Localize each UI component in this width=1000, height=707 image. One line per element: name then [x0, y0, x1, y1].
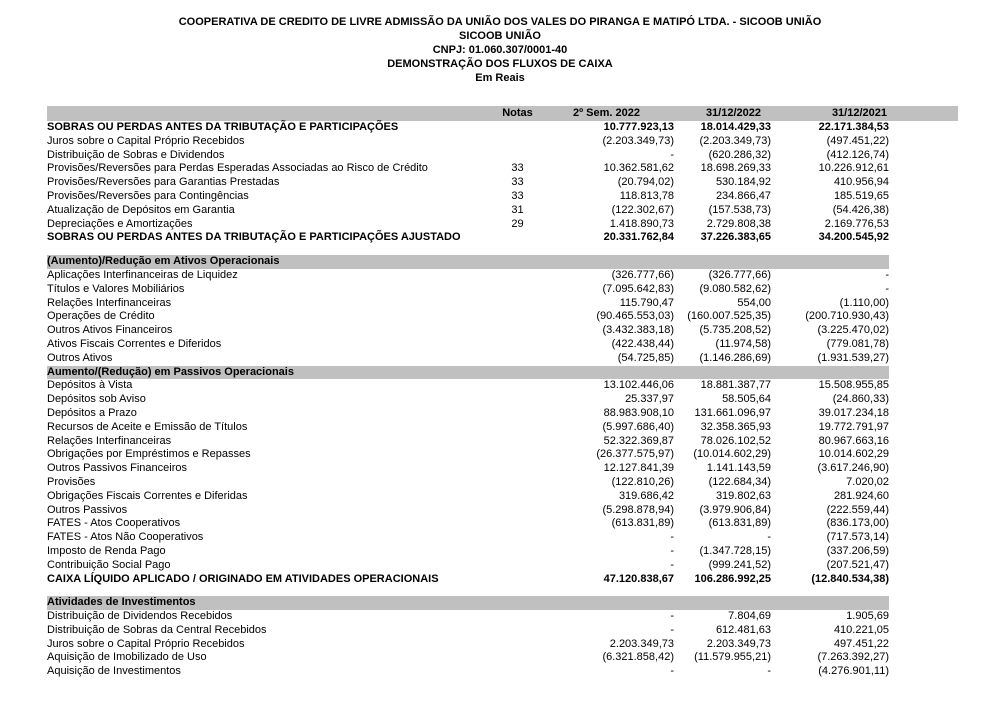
value-cell-31-12-2021: 39.017.234,18 [818, 406, 889, 419]
value-cell-sem2-2022: - [670, 558, 674, 571]
row-label: Aplicações Interfinanceiras de Liquidez [47, 268, 238, 281]
table-row [47, 162, 889, 176]
notes-cell [490, 135, 545, 149]
section-header-row [47, 366, 889, 380]
section-header-row [47, 255, 889, 269]
table-row [47, 135, 889, 149]
value-cell-31-12-2021: - [885, 282, 889, 295]
row-label: Atualização de Depósitos em Garantia [47, 203, 235, 216]
table-row [47, 407, 889, 421]
value-cell-31-12-2022: (1.347.728,15) [699, 544, 771, 557]
notes-cell [490, 352, 545, 366]
notes-cell [490, 149, 545, 163]
table-row [47, 393, 889, 407]
row-label: Obrigações Fiscais Correntes e Diferidas [47, 489, 248, 502]
table-row [47, 651, 889, 665]
value-cell-31-12-2021: (1.931.539,27) [817, 351, 889, 364]
table-row [47, 665, 889, 679]
table-row [47, 638, 889, 652]
value-cell-31-12-2022: 131.661.096,97 [694, 406, 771, 419]
row-label: Imposto de Renda Pago [47, 544, 166, 557]
value-cell-31-12-2021: 19.772.791,97 [818, 420, 889, 433]
value-cell-31-12-2021: (12.840.534,38) [811, 572, 889, 585]
row-label: Operações de Crédito [47, 310, 155, 323]
value-cell-31-12-2021: (200.710.930,43) [805, 310, 889, 323]
row-label: Juros sobre o Capital Próprio Recebidos [47, 637, 245, 650]
column-header-31-12-2021: 31/12/2021 [831, 107, 887, 119]
statement-title: DEMONSTRAÇÃO DOS FLUXOS DE CAIXA [387, 58, 613, 70]
value-cell-31-12-2022: (613.831,89) [708, 517, 771, 530]
row-label: CAIXA LÍQUIDO APLICADO / ORIGINADO EM ATIVIDADES OPERACIONAIS [47, 572, 439, 585]
value-cell-31-12-2021: 410.956,94 [833, 176, 889, 189]
notes-cell: 29 [511, 217, 524, 230]
value-cell-31-12-2021: (779.081,78) [826, 337, 889, 350]
cash-flow-table [47, 106, 958, 679]
value-cell-sem2-2022: 2.203.349,73 [609, 637, 674, 650]
value-cell-sem2-2022: (5.298.878,94) [602, 503, 674, 516]
row-label: Distribuição de Sobras e Dividendos [47, 148, 225, 161]
value-cell-31-12-2021: 7.020,02 [846, 475, 889, 488]
value-cell-31-12-2022: 234.866,47 [715, 189, 771, 202]
table-row [47, 269, 889, 283]
value-cell-31-12-2022: (620.286,32) [708, 148, 771, 161]
notes-cell [490, 324, 545, 338]
value-cell-sem2-2022: (5.997.686,40) [602, 420, 674, 433]
value-cell-31-12-2021: (836.173,00) [826, 517, 889, 530]
table-row [47, 448, 889, 462]
company-name: COOPERATIVA DE CREDITO DE LIVRE ADMISSÃO DA UNIÃO DOS VALES DO PIRANGA E MATIPÓ LTDA. - SICOOB UNIÃO [178, 16, 822, 28]
value-cell-31-12-2021: (54.426,38) [832, 203, 889, 216]
value-cell-31-12-2021: (717.573,14) [826, 531, 889, 544]
section-title: (Aumento)/Redução em Ativos Operacionais [47, 255, 280, 268]
value-cell-31-12-2021: 15.508.955,85 [818, 379, 889, 392]
value-cell-31-12-2022: 530.184,92 [715, 176, 771, 189]
value-cell-sem2-2022: 25.337,97 [625, 393, 674, 406]
currency-note: Em Reais [475, 72, 525, 84]
table-row [47, 545, 889, 559]
table-row [47, 283, 889, 297]
notes-cell [490, 531, 545, 545]
row-label: Outros Passivos Financeiros [47, 462, 187, 475]
value-cell-31-12-2022: 319.802,63 [715, 489, 771, 502]
table-row [47, 462, 889, 476]
value-cell-31-12-2021: (24.860,33) [832, 393, 889, 406]
table-row [47, 218, 889, 232]
value-cell-31-12-2021: (497.451,22) [826, 134, 889, 147]
value-cell-sem2-2022: - [670, 148, 674, 161]
value-cell-31-12-2022: (11.974,58) [715, 337, 771, 350]
value-cell-sem2-2022: - [670, 531, 674, 544]
table-row [47, 176, 889, 190]
value-cell-sem2-2022: 20.331.762,84 [603, 231, 674, 244]
column-header-sem2-2022: 2º Sem. 2022 [572, 107, 640, 119]
row-label: Títulos e Valores Mobiliários [47, 282, 185, 295]
value-cell-31-12-2022: (157.538,73) [708, 203, 771, 216]
table-row [47, 324, 889, 338]
value-cell-sem2-2022: (20.794,02) [617, 176, 674, 189]
institution-name: SICOOB UNIÃO [459, 30, 541, 42]
spacer-row [47, 586, 889, 596]
value-cell-31-12-2022: 7.804,69 [728, 610, 771, 623]
value-cell-31-12-2021: (337.206,59) [826, 544, 889, 557]
value-cell-sem2-2022: (90.465.553,03) [596, 310, 674, 323]
column-header-31-12-2022: 31/12/2022 [705, 107, 761, 119]
value-cell-31-12-2022: 554,00 [737, 296, 771, 309]
value-cell-31-12-2021: (412.126,74) [826, 148, 889, 161]
value-cell-31-12-2022: 18.014.429,33 [700, 121, 771, 133]
value-cell-31-12-2022: (122.684,34) [708, 475, 771, 488]
table-row [47, 352, 889, 366]
value-cell-sem2-2022: - [670, 665, 674, 678]
value-cell-sem2-2022: 12.127.841,39 [603, 462, 674, 475]
value-cell-31-12-2022: (2.203.349,73) [699, 134, 771, 147]
table-row [47, 624, 889, 638]
value-cell-sem2-2022: 13.102.446,06 [603, 379, 674, 392]
table-row [47, 338, 889, 352]
value-cell-31-12-2022: (5.735.208,52) [699, 324, 771, 337]
value-cell-31-12-2022: (1.146.286,69) [699, 351, 771, 364]
value-cell-31-12-2022: 2.729.808,38 [706, 217, 771, 230]
row-label: Distribuição de Sobras da Central Recebidos [47, 623, 267, 636]
row-label: Relações Interfinanceiras [47, 434, 172, 447]
notes-cell [490, 283, 545, 297]
row-label: Provisões/Reversões para Garantias Prestadas [47, 176, 280, 189]
notes-cell [490, 393, 545, 407]
notes-cell: 31 [511, 203, 524, 216]
value-cell-31-12-2021: (7.263.392,27) [817, 651, 889, 664]
row-label: SOBRAS OU PERDAS ANTES DA TRIBUTAÇÃO E PARTICIPAÇÕES AJUSTADO [47, 231, 461, 244]
column-header-label [47, 106, 490, 121]
table-column-header-row [47, 106, 958, 121]
spacer-row [47, 245, 889, 255]
value-cell-31-12-2021: 34.200.545,92 [818, 231, 889, 244]
notes-cell: 33 [511, 162, 524, 175]
value-cell-31-12-2021: 10.014.602,29 [818, 448, 889, 461]
row-label: Juros sobre o Capital Próprio Recebidos [47, 134, 245, 147]
value-cell-sem2-2022: (122.810,26) [611, 475, 674, 488]
table-row [47, 435, 889, 449]
table-row [47, 310, 889, 324]
value-cell-31-12-2021: 497.451,22 [833, 637, 889, 650]
value-cell-31-12-2022: 106.286.992,25 [694, 572, 771, 585]
table-row [47, 297, 889, 311]
value-cell-31-12-2021: (207.521,47) [826, 558, 889, 571]
notes-cell [490, 407, 545, 421]
value-cell-31-12-2022: (9.080.582,62) [699, 282, 771, 295]
value-cell-sem2-2022: 10.362.581,62 [603, 162, 674, 175]
value-cell-31-12-2021: 22.171.384,53 [818, 121, 889, 133]
document-header [0, 0, 1000, 85]
value-cell-sem2-2022: - [670, 544, 674, 557]
row-label: Provisões/Reversões para Contingências [47, 189, 249, 202]
notes-cell [490, 651, 545, 665]
table-body [47, 121, 958, 679]
value-cell-31-12-2022: 32.358.365,93 [700, 420, 771, 433]
row-label: Outros Ativos Financeiros [47, 324, 173, 337]
value-cell-31-12-2021: 185.519,65 [833, 189, 889, 202]
value-cell-31-12-2022: (999.241,52) [708, 558, 771, 571]
value-cell-31-12-2022: (11.579.955,21) [694, 651, 771, 664]
notes-cell: 33 [511, 176, 524, 189]
value-cell-31-12-2022: 1.141.143,59 [706, 462, 771, 475]
notes-cell [490, 559, 545, 573]
table-row [47, 231, 889, 245]
row-label: Aquisição de Investimentos [47, 665, 181, 678]
value-cell-31-12-2021: - [885, 268, 889, 281]
value-cell-31-12-2021: 410.221,05 [833, 623, 889, 636]
cnpj-line: CNPJ: 01.060.307/0001-40 [432, 44, 568, 56]
row-label: FATES - Atos Não Cooperativos [47, 531, 204, 544]
notes-cell [490, 504, 545, 518]
value-cell-sem2-2022: 115.790,47 [619, 296, 674, 309]
row-label: Provisões [47, 475, 96, 488]
row-label: Distribuição de Dividendos Recebidos [47, 610, 233, 623]
value-cell-sem2-2022: 1.418.890,73 [609, 217, 674, 230]
table-row [47, 490, 889, 504]
table-row [47, 190, 889, 204]
value-cell-31-12-2021: (1.110,00) [839, 296, 889, 309]
notes-cell: 33 [511, 189, 524, 202]
notes-cell [490, 476, 545, 490]
value-cell-31-12-2021: 281.924,60 [833, 489, 889, 502]
table-row [47, 517, 889, 531]
value-cell-sem2-2022: (54.725,85) [617, 351, 674, 364]
value-cell-sem2-2022: (7.095.642,83) [602, 282, 674, 295]
table-row [47, 121, 889, 135]
notes-cell [490, 624, 545, 638]
notes-cell [490, 435, 545, 449]
table-row [47, 610, 889, 624]
table-row [47, 531, 889, 545]
notes-cell [490, 638, 545, 652]
notes-cell [490, 231, 545, 245]
value-cell-31-12-2021: (3.225.470,02) [817, 324, 889, 337]
row-label: Ativos Fiscais Correntes e Diferidos [47, 337, 222, 350]
value-cell-sem2-2022: (326.777,66) [611, 268, 674, 281]
section-title: Atividades de Investimentos [47, 596, 196, 609]
value-cell-sem2-2022: (6.321.858,42) [602, 651, 674, 664]
notes-cell [490, 665, 545, 679]
value-cell-31-12-2021: 1.905,69 [846, 610, 889, 623]
row-label: Depósitos sob Aviso [47, 393, 146, 406]
row-label: SOBRAS OU PERDAS ANTES DA TRIBUTAÇÃO E PARTICIPAÇÕES [47, 121, 399, 133]
notes-cell [490, 448, 545, 462]
value-cell-sem2-2022: - [670, 610, 674, 623]
value-cell-sem2-2022: 10.777.923,13 [603, 121, 674, 133]
notes-cell [490, 421, 545, 435]
value-cell-sem2-2022: (122.302,67) [611, 203, 674, 216]
value-cell-31-12-2021: (4.276.901,11) [818, 665, 889, 678]
value-cell-31-12-2022: 612.481,63 [715, 623, 771, 636]
value-cell-31-12-2021: (3.617.246,90) [817, 462, 889, 475]
value-cell-31-12-2022: - [767, 531, 771, 544]
notes-cell [490, 310, 545, 324]
value-cell-31-12-2022: (160.007.525,35) [687, 310, 771, 323]
notes-cell [490, 545, 545, 559]
row-label: Obrigações por Empréstimos e Repasses [47, 448, 251, 461]
section-header-row [47, 596, 889, 610]
notes-cell [490, 297, 545, 311]
value-cell-31-12-2022: 58.505,64 [722, 393, 771, 406]
row-label: Depreciações e Amortizações [47, 217, 193, 230]
row-label: Depósitos à Vista [47, 379, 133, 392]
value-cell-31-12-2021: (222.559,44) [826, 503, 889, 516]
notes-cell [490, 379, 545, 393]
table-row [47, 421, 889, 435]
section-title: Aumento/(Redução) em Passivos Operacionais [47, 365, 294, 378]
value-cell-31-12-2022: 78.026.102,52 [700, 434, 771, 447]
value-cell-sem2-2022: (422.438,44) [611, 337, 674, 350]
notes-cell [490, 573, 545, 587]
table-row [47, 204, 889, 218]
notes-cell [490, 338, 545, 352]
value-cell-sem2-2022: 88.983.908,10 [603, 406, 674, 419]
row-label: Relações Interfinanceiras [47, 296, 172, 309]
table-row [47, 476, 889, 490]
notes-cell [490, 269, 545, 283]
value-cell-31-12-2022: 37.226.383,65 [700, 231, 771, 244]
column-header-notes: Notas [502, 107, 533, 119]
value-cell-sem2-2022: (3.432.383,18) [602, 324, 674, 337]
notes-cell [490, 610, 545, 624]
row-label: Contribuição Social Pago [47, 558, 171, 571]
value-cell-sem2-2022: 319.686,42 [618, 489, 674, 502]
notes-cell [490, 121, 545, 135]
table-row [47, 504, 889, 518]
value-cell-sem2-2022: - [670, 623, 674, 636]
value-cell-31-12-2022: 2.203.349,73 [706, 637, 771, 650]
table-row [47, 379, 889, 393]
notes-cell [490, 490, 545, 504]
value-cell-31-12-2022: (10.014.602,29) [693, 448, 771, 461]
notes-cell [490, 462, 545, 476]
row-label: Aquisição de Imobilizado de Uso [47, 651, 207, 664]
value-cell-31-12-2022: 18.881.387,77 [700, 379, 771, 392]
table-row [47, 559, 889, 573]
value-cell-31-12-2022: (3.979.906,84) [699, 503, 771, 516]
value-cell-31-12-2022: - [767, 665, 771, 678]
value-cell-sem2-2022: 47.120.838,67 [603, 572, 674, 585]
value-cell-sem2-2022: 52.322.369,87 [603, 434, 674, 447]
value-cell-31-12-2022: (326.777,66) [708, 268, 771, 281]
row-label: FATES - Atos Cooperativos [47, 517, 181, 530]
row-label: Outros Ativos [47, 351, 113, 364]
row-label: Recursos de Aceite e Emissão de Títulos [47, 420, 248, 433]
row-label: Provisões/Reversões para Perdas Esperadas Associadas ao Risco de Crédito [47, 162, 428, 175]
value-cell-sem2-2022: (26.377.575,97) [596, 448, 674, 461]
value-cell-sem2-2022: 118.813,78 [619, 189, 674, 202]
value-cell-sem2-2022: (613.831,89) [611, 517, 674, 530]
value-cell-sem2-2022: (2.203.349,73) [602, 134, 674, 147]
value-cell-31-12-2021: 80.967.663,16 [818, 434, 889, 447]
value-cell-31-12-2021: 10.226.912,61 [818, 162, 889, 175]
value-cell-31-12-2022: 18.698.269,33 [700, 162, 771, 175]
table-row [47, 149, 889, 163]
row-label: Outros Passivos [47, 503, 128, 516]
row-label: Depósitos a Prazo [47, 406, 137, 419]
table-row [47, 573, 889, 587]
value-cell-31-12-2021: 2.169.776,53 [824, 217, 889, 230]
notes-cell [490, 517, 545, 531]
